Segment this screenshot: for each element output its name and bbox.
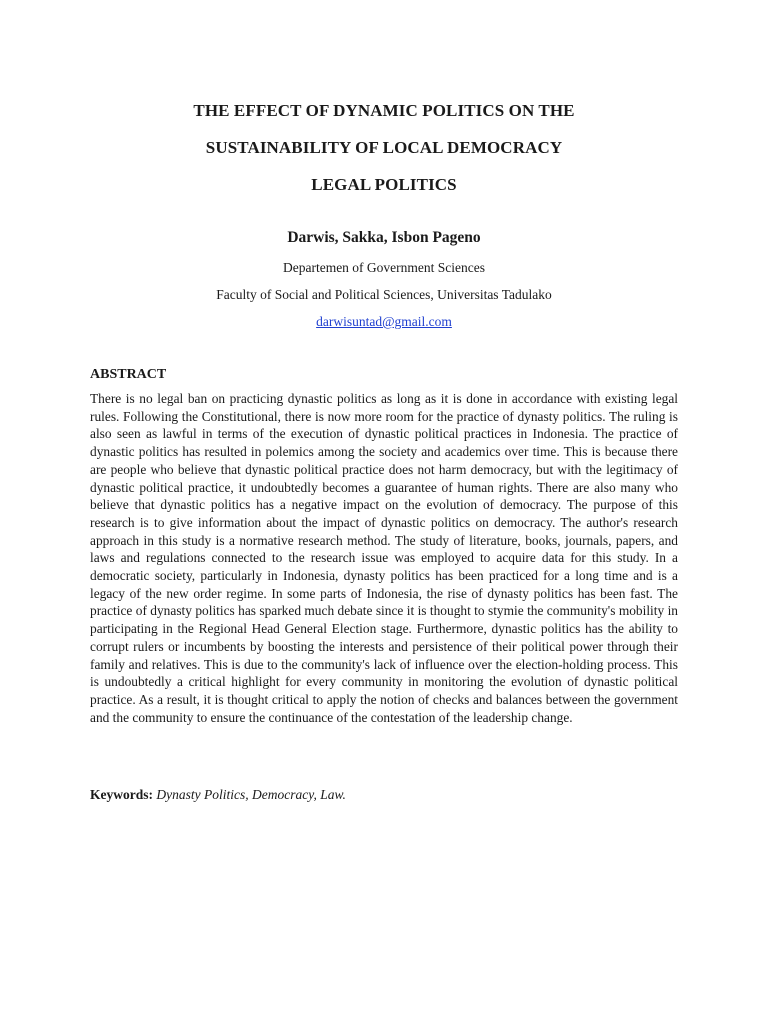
author-list: Darwis, Sakka, Isbon Pageno xyxy=(287,229,481,246)
paper-title xyxy=(90,92,678,203)
paper-title-line-3: LEGAL POLITICS xyxy=(311,175,457,194)
keywords-line xyxy=(90,786,678,804)
affiliation-department: Departemen of Government Sciences xyxy=(282,260,486,275)
keywords-label: Keywords: xyxy=(90,787,153,802)
abstract-heading: ABSTRACT xyxy=(90,367,167,382)
keywords-values: Dynasty Politics, Democracy, Law. xyxy=(156,787,346,802)
paper-title-line-1: THE EFFECT OF DYNAMIC POLITICS ON THE xyxy=(193,101,575,120)
affiliation-faculty: Faculty of Social and Political Sciences, Universitas Tadulako xyxy=(216,287,552,302)
paper-title-line-2: SUSTAINABILITY OF LOCAL DEMOCRACY xyxy=(205,138,563,157)
abstract-body: There is no legal ban on practicing dynastic politics as long as it is done in accordance with existing legal rules. Following the Constitutional, there is now more room for the practice of dynasty politics. The ruling is also seen as lawful in terms of the execution of dynastic political practices in Indonesia. The practice of dynastic politics has resulted in polemics among the society and academics over time. This is because there are people who believe that dynastic political practice does not harm democracy, but with the legitimacy of dynastic political practice, it undoubtedly becomes a guarantee of human rights. There are also many who believe that dynastic politics has a negative impact on the evolution of democracy. The purpose of this research is to give information about the impact of dynastic politics on democracy. The author's research approach in this study is a normative research method. The study of literature, books, journals, papers, and laws and regulations connected to the research issue was employed to acquire data for this study. In a democratic society, particularly in Indonesia, dynasty politics has been practiced for a long time and is a legacy of the new order regime. In some parts of Indonesia, the rise of dynasty politics has been fast. The practice of dynasty politics has sparked much debate since it is thought to stymie the community's mobility in participating in the Regional Head General Election stage. Furthermore, dynastic politics has the ability to corrupt rulers or incumbents by boosting the interests and persistence of their political power through their family and relatives. This is due to the community's lack of influence over the election-holding process. This is undoubtedly a critical highlight for every community in monitoring the evolution of dynastic political practice. As a result, it is thought critical to apply the notion of checks and balances between the government and the community to ensure the continuance of the contestation of the leadership change. xyxy=(90,391,678,725)
author-email-link[interactable]: darwisuntad@gmail.com xyxy=(316,314,452,329)
